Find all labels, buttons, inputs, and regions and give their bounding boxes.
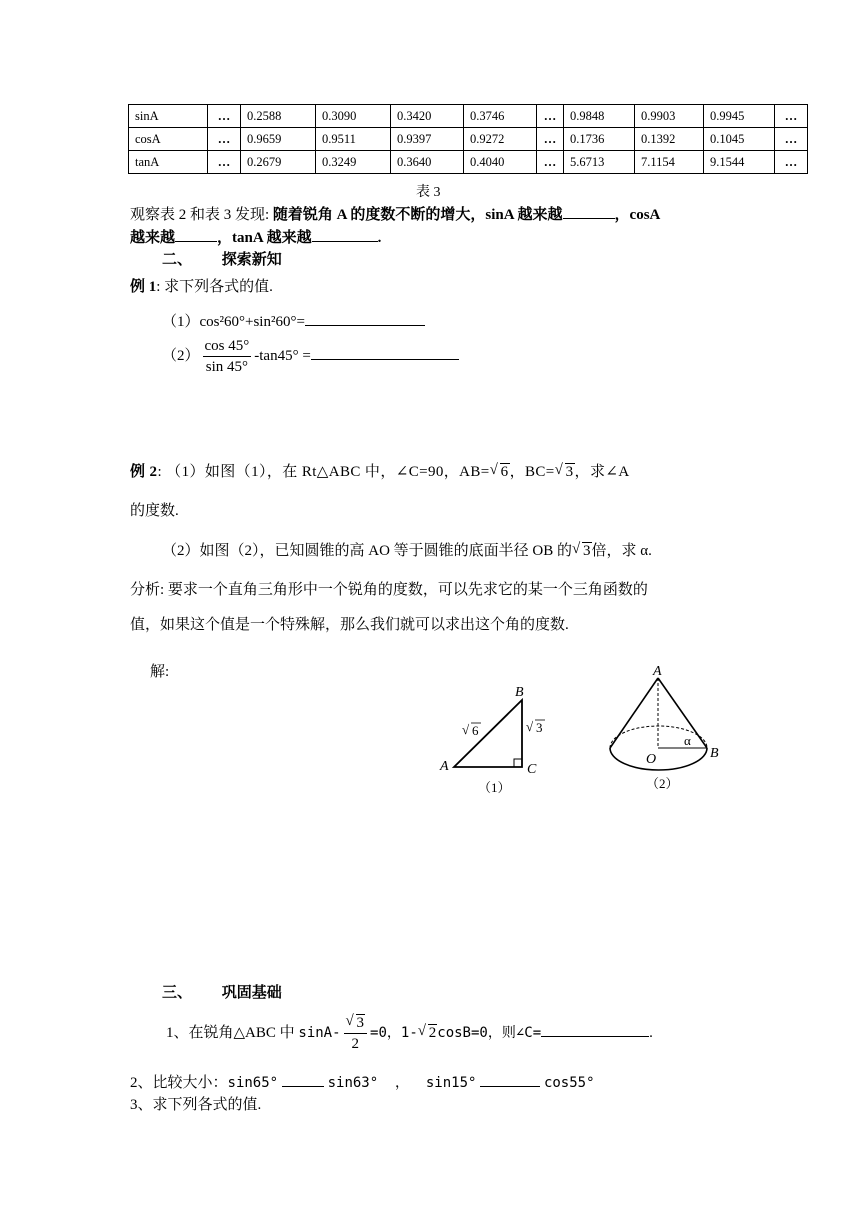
q2-a: 2、比较大小：: [130, 1075, 228, 1091]
fig2-label-a: A: [653, 664, 662, 679]
table-cell: 0.3640: [391, 151, 464, 174]
observation-line2: [130, 226, 381, 247]
ellipsis-cell: …: [208, 151, 241, 174]
ex2-line1b: ，BC=: [509, 464, 555, 480]
ellipsis-cell: …: [208, 128, 241, 151]
fig1-label-c: C: [527, 762, 537, 777]
table-cell: 0.2588: [241, 105, 316, 128]
trig-table: [128, 104, 808, 174]
fig2-caption: （2）: [646, 776, 679, 791]
ex1-item1: [162, 310, 425, 331]
table-row: [129, 151, 808, 174]
section3-title: 巩固基础: [221, 985, 282, 1001]
table-cell: 0.9945: [704, 105, 775, 128]
ex1-label: 例 1: [130, 279, 157, 295]
ex1-intro: [130, 275, 273, 296]
q1-frac-num: [344, 1013, 368, 1034]
blank-tan[interactable]: [312, 227, 378, 242]
ellipsis-cell: …: [537, 105, 564, 128]
table-cell: 0.1045: [704, 128, 775, 151]
ellipsis-cell: …: [537, 151, 564, 174]
q2: [130, 1071, 595, 1092]
sqrt-3: [572, 543, 592, 560]
table-cell: 9.1544: [704, 151, 775, 174]
sqrt-sign: √: [572, 541, 581, 557]
blank-q2-2[interactable]: [480, 1072, 540, 1087]
table-cell: 0.9397: [391, 128, 464, 151]
observation-line2b: ，tanA 越来越: [217, 230, 312, 246]
ex1-item2: [162, 336, 459, 377]
table-cell: 0.9659: [241, 128, 316, 151]
q1-d: 2: [428, 1024, 437, 1041]
table-cell: 0.9511: [316, 128, 391, 151]
section2-title: 探索新知: [221, 252, 282, 268]
q1-c: =0，1-: [370, 1024, 418, 1041]
table-cell: 0.9272: [464, 128, 537, 151]
ellipsis-cell: …: [208, 105, 241, 128]
table-cell: 0.9848: [564, 105, 635, 128]
table-cell: 0.9903: [635, 105, 704, 128]
q1-a: 1、在锐角△ABC 中: [166, 1024, 299, 1041]
ex2-line3: [162, 539, 652, 560]
sqrt-ab: [490, 464, 510, 481]
table-cell: 0.1736: [564, 128, 635, 151]
q1-num: 3: [356, 1015, 365, 1031]
fig1-ab: 6: [472, 723, 479, 738]
table-caption: 表 3: [416, 185, 441, 200]
ex2-line3b: 倍，求 α.: [591, 543, 652, 559]
sqrt-bc: [555, 464, 575, 481]
blank-q1[interactable]: [541, 1022, 649, 1037]
ex1-frac-den: sin 45°: [205, 359, 249, 375]
table-row: [129, 105, 808, 128]
fig2-label-b: B: [710, 746, 719, 761]
section2-num: 二、: [162, 252, 193, 268]
sqrt-sign: √: [345, 1013, 354, 1029]
observation-bold1: 随着锐角 A 的度数不断的增大，sinA 越来越: [272, 207, 563, 223]
q1-e: cosB=0，则∠C=: [437, 1024, 542, 1041]
blank-q2-1[interactable]: [282, 1072, 324, 1087]
ex2-line1-text: : （1）如图（1），在 Rt△ABC 中，∠C=90，AB=: [157, 464, 490, 480]
blank-ex1-1[interactable]: [305, 311, 425, 326]
observation-prefix: 观察表 2 和表 3 发现:: [130, 207, 273, 223]
ex2-solve: 解:: [150, 664, 170, 680]
q1-f: .: [649, 1024, 653, 1041]
ellipsis-cell: …: [775, 151, 808, 174]
q2-d: cos55°: [543, 1075, 595, 1091]
q1-sqrt3: [346, 1013, 366, 1033]
ex2-bc: 3: [565, 464, 574, 480]
right-angle-mark: [514, 759, 522, 767]
ex1-item2-suffix: -tan45° =: [254, 347, 311, 364]
q2-c: sin63° ， sin15°: [327, 1075, 477, 1091]
ex2-ab: 6: [500, 464, 509, 480]
table-cell: 5.6713: [564, 151, 635, 174]
section3-heading: [162, 981, 282, 1002]
table-cell: 0.3420: [391, 105, 464, 128]
q1-den: 2: [351, 1036, 360, 1052]
blank-sin[interactable]: [563, 204, 615, 219]
observation-line1: [130, 203, 660, 224]
fig2-alpha: α: [684, 733, 691, 748]
q1-b: sinA-: [298, 1024, 341, 1041]
ellipsis-cell: …: [775, 128, 808, 151]
ex2-analysis2: 值，如果这个值是一个特殊解，那么我们就可以求出这个角的度数.: [130, 617, 569, 633]
q2-b: sin65°: [227, 1075, 279, 1091]
ex2-r3: 3: [583, 543, 591, 559]
cone-base-front: [610, 748, 707, 770]
row-label: tanA: [129, 151, 208, 174]
section3-num: 三、: [162, 985, 193, 1001]
blank-ex1-2[interactable]: [311, 345, 459, 360]
table-cell: 0.2679: [241, 151, 316, 174]
blank-cos[interactable]: [175, 227, 217, 242]
ex2-line1c: ，求∠A: [574, 464, 630, 480]
table-cell: 0.3746: [464, 105, 537, 128]
observation-line2c: .: [377, 230, 382, 246]
ex2-analysis1: 分析: 要求一个直角三角形中一个锐角的度数，可以先求它的某一个三角函数的: [130, 582, 648, 598]
table-cell: 0.3090: [316, 105, 391, 128]
fig1-sqrt-sign-bc: √: [526, 719, 534, 734]
ex2-line1: [130, 460, 630, 481]
ex2-line2: 的度数.: [130, 503, 179, 519]
fig2-label-o: O: [646, 752, 657, 767]
table-cell: 0.4040: [464, 151, 537, 174]
table-row: [129, 128, 808, 151]
table-cell: 0.3249: [316, 151, 391, 174]
sqrt-sign: √: [554, 462, 564, 478]
section2-heading: [162, 248, 282, 269]
ellipsis-cell: …: [775, 105, 808, 128]
ex2-line3a: （2）如图（2），已知圆锥的高 AO 等于圆锥的底面半径 OB 的: [162, 543, 573, 559]
observation-line2a: 越来越: [130, 230, 176, 246]
figure2-cone: [600, 664, 740, 794]
fig1-caption: （1）: [478, 780, 511, 795]
q1: [166, 1013, 653, 1054]
table-cell: 7.1154: [635, 151, 704, 174]
fig1-sqrt-sign-ab: √: [462, 722, 470, 737]
row-label: cosA: [129, 128, 208, 151]
q1-fraction: [344, 1013, 368, 1054]
figure1-triangle: [432, 682, 562, 797]
sqrt-sign: √: [489, 462, 499, 478]
fig1-bc: 3: [536, 720, 543, 735]
ex2-label: 例 2: [130, 464, 158, 480]
fig1-label-a: A: [440, 759, 449, 774]
fig1-label-b: B: [515, 685, 524, 700]
ellipsis-cell: …: [537, 128, 564, 151]
table-cell: 0.1392: [635, 128, 704, 151]
ex1-item1-text: （1）cos²60°+sin²60°=: [162, 314, 305, 330]
ex1-fraction: [203, 336, 252, 377]
sqrt-sign: √: [417, 1022, 426, 1039]
ex1-intro-text: : 求下列各式的值.: [156, 279, 273, 295]
cone-right-edge: [658, 678, 707, 748]
ex1-item2-prefix: （2）: [162, 347, 200, 364]
row-label: sinA: [129, 105, 208, 128]
q3: 3、求下列各式的值.: [130, 1097, 262, 1113]
cone-left-edge: [610, 678, 658, 748]
observation-bold2: ，cosA: [614, 207, 661, 223]
ex1-frac-num: cos 45°: [203, 336, 252, 357]
q1-sqrt2: [417, 1022, 438, 1042]
